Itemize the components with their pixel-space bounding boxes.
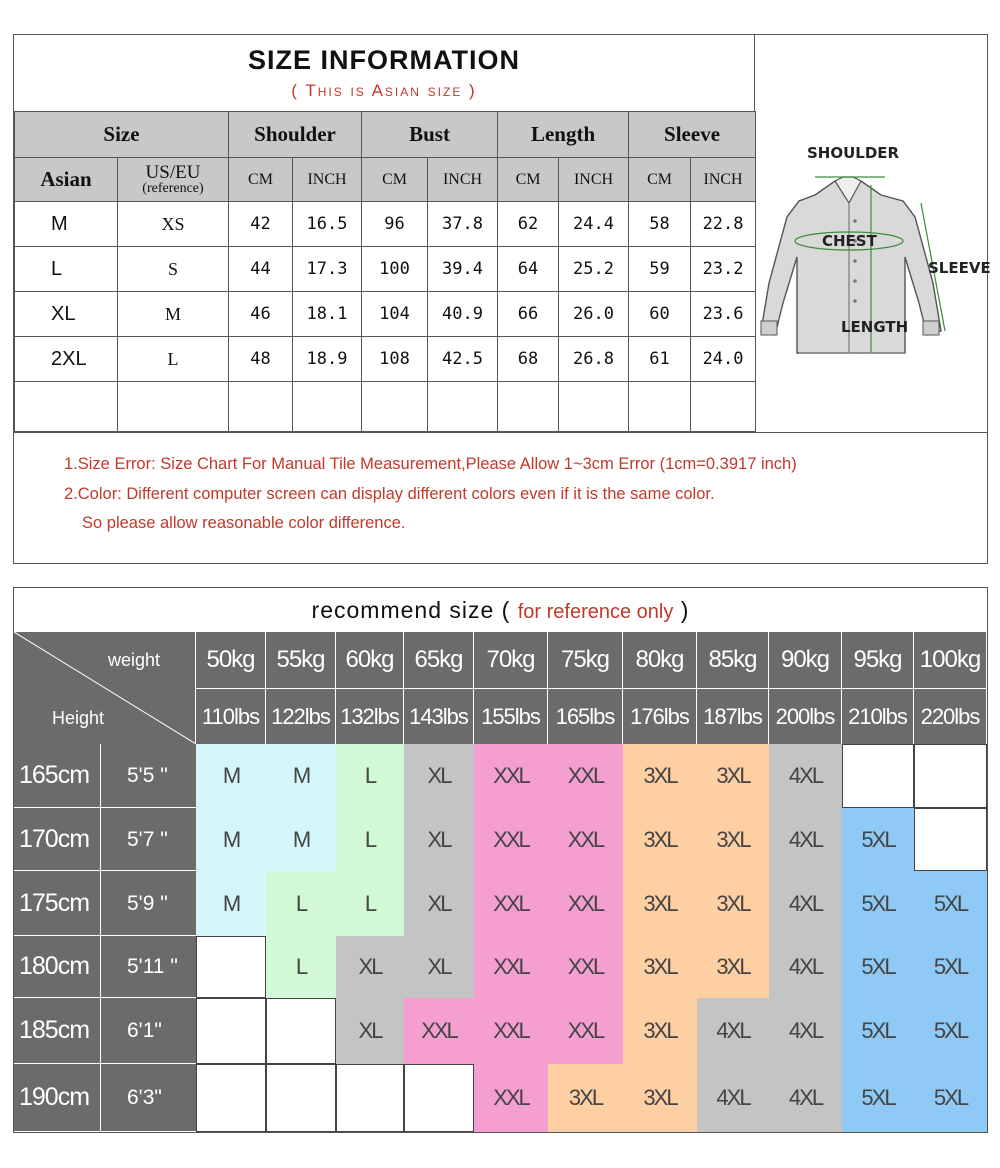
- weight-lbs-header: 176lbs: [623, 688, 697, 744]
- header-length-inch: INCH: [559, 158, 629, 202]
- size-cell: 3XL: [697, 871, 769, 936]
- size-cell: 4XL: [697, 1064, 769, 1132]
- height-row-label: [14, 936, 196, 998]
- header-sleeve-inch: INCH: [691, 158, 756, 202]
- weight-kg-header: 90kg: [769, 632, 842, 688]
- empty-size-cell: [266, 998, 336, 1064]
- note-size-error: 1.Size Error: Size Chart For Manual Tile Measurement,Please Allow 1~3cm Error (1cm=0.3917 inch): [64, 455, 797, 473]
- diagram-label-sleeve: SLEEVE: [928, 259, 991, 277]
- weight-kg-header: 70kg: [474, 632, 548, 688]
- cell-bust-cm: 104: [362, 292, 428, 337]
- header-shoulder-inch: INCH: [293, 158, 362, 202]
- height-feet-label: 5'5 ": [127, 764, 168, 787]
- cell-bust-cm: 96: [362, 202, 428, 247]
- size-cell: 3XL: [623, 808, 697, 871]
- recommend-title: [14, 588, 987, 632]
- size-row-l: [15, 247, 756, 292]
- height-label-divider: [100, 1064, 101, 1131]
- size-cell: 5XL: [914, 998, 987, 1064]
- empty-cell: [118, 382, 229, 432]
- cell-us-eu-size: S: [118, 247, 229, 292]
- height-row-label: [14, 808, 196, 871]
- recommend-paren-close: ): [680, 597, 690, 623]
- diagram-label-shoulder: SHOULDER: [807, 144, 900, 162]
- size-cell: 4XL: [769, 936, 842, 998]
- cell-length-inch: 26.0: [559, 292, 629, 337]
- size-cell: 5XL: [842, 998, 914, 1064]
- size-cell: XXL: [548, 808, 623, 871]
- height-feet-label: 5'7 ": [127, 828, 168, 851]
- empty-size-cell: [266, 1064, 336, 1132]
- size-cell: M: [266, 808, 336, 871]
- cell-asian-size: M: [15, 202, 118, 247]
- recommend-reference-note: for reference only: [517, 601, 674, 623]
- cell-sleeve-cm: 60: [629, 292, 691, 337]
- size-cell: 5XL: [914, 1064, 987, 1132]
- size-cell: 3XL: [697, 808, 769, 871]
- size-cell: XXL: [548, 871, 623, 936]
- size-cell: XXL: [474, 744, 548, 808]
- size-cell: 3XL: [623, 871, 697, 936]
- empty-size-cell: [196, 1064, 266, 1132]
- weight-lbs-header: 110lbs: [196, 688, 266, 744]
- empty-size-cell: [336, 1064, 404, 1132]
- height-label-divider: [100, 936, 101, 997]
- empty-size-cell: [196, 936, 266, 998]
- weight-kg-header: 55kg: [266, 632, 336, 688]
- size-cell: 5XL: [842, 1064, 914, 1132]
- height-feet-label: 5'11 ": [127, 955, 178, 978]
- size-cell: 5XL: [842, 936, 914, 998]
- size-cell: 4XL: [769, 744, 842, 808]
- recommend-header: [14, 632, 987, 744]
- height-row-label: [14, 744, 196, 808]
- cell-bust-inch: 39.4: [428, 247, 498, 292]
- cell-us-eu-size: XS: [118, 202, 229, 247]
- size-information-panel: [13, 34, 991, 564]
- height-cm-label: 185cm: [19, 1016, 90, 1044]
- cell-shoulder-inch: 17.3: [293, 247, 362, 292]
- weight-lbs-header: 155lbs: [474, 688, 548, 744]
- size-cell: XL: [336, 998, 404, 1064]
- size-cell: XL: [404, 744, 474, 808]
- size-cell: XXL: [474, 808, 548, 871]
- cell-asian-size: XL: [15, 292, 118, 337]
- weight-lbs-header: 200lbs: [769, 688, 842, 744]
- cell-shoulder-inch: 18.1: [293, 292, 362, 337]
- size-table-subheader-row: [15, 158, 756, 202]
- empty-cell: [498, 382, 559, 432]
- height-cm-label: 190cm: [19, 1083, 90, 1111]
- weight-kg-header: 65kg: [404, 632, 474, 688]
- corner-diagonal-icon: [14, 632, 196, 744]
- cell-sleeve-inch: 24.0: [691, 337, 756, 382]
- size-cell: 3XL: [548, 1064, 623, 1132]
- empty-cell: [362, 382, 428, 432]
- empty-size-cell: [914, 744, 987, 808]
- cell-us-eu-size: L: [118, 337, 229, 382]
- diagram-label-length: LENGTH: [841, 318, 909, 336]
- size-cell: 3XL: [623, 1064, 697, 1132]
- header-bust-inch: INCH: [428, 158, 498, 202]
- header-corner: [14, 632, 196, 744]
- height-cm-label: 180cm: [19, 952, 90, 980]
- size-cell: M: [196, 808, 266, 871]
- size-cell: L: [336, 808, 404, 871]
- cell-length-cm: 62: [498, 202, 559, 247]
- cell-sleeve-inch: 23.6: [691, 292, 756, 337]
- cell-length-inch: 25.2: [559, 247, 629, 292]
- cell-bust-cm: 108: [362, 337, 428, 382]
- size-cell: XL: [404, 936, 474, 998]
- size-cell: M: [196, 871, 266, 936]
- size-cell: 4XL: [769, 808, 842, 871]
- empty-size-cell: [914, 808, 987, 871]
- size-cell: 5XL: [914, 871, 987, 936]
- cell-sleeve-inch: 23.2: [691, 247, 756, 292]
- size-cell: XL: [404, 871, 474, 936]
- recommend-title-text: recommend size: [311, 597, 495, 623]
- empty-size-cell: [842, 744, 914, 808]
- size-row-xl: [15, 292, 756, 337]
- height-row-label: [14, 1064, 196, 1132]
- cell-sleeve-cm: 58: [629, 202, 691, 247]
- height-feet-label: 5'9 ": [127, 892, 168, 915]
- size-cell: XXL: [474, 1064, 548, 1132]
- header-size: Size: [15, 112, 229, 158]
- size-cell: 5XL: [842, 871, 914, 936]
- cell-shoulder-cm: 44: [229, 247, 293, 292]
- header-length-cm: CM: [498, 158, 559, 202]
- empty-size-cell: [404, 1064, 474, 1132]
- cell-bust-inch: 40.9: [428, 292, 498, 337]
- header-reference-label: (reference): [142, 180, 204, 196]
- size-cell: 3XL: [697, 936, 769, 998]
- size-cell: 3XL: [623, 744, 697, 808]
- recommend-paren-open: (: [501, 597, 511, 623]
- height-label-divider: [100, 871, 101, 935]
- size-cell: 4XL: [769, 1064, 842, 1132]
- size-cell: XXL: [474, 871, 548, 936]
- weight-lbs-header: 132lbs: [336, 688, 404, 744]
- weight-kg-header: 85kg: [697, 632, 769, 688]
- corner-weight-label: weight: [108, 650, 161, 670]
- weight-kg-header: 60kg: [336, 632, 404, 688]
- note-color: 2.Color: Different computer screen can display different colors even if it is the same color.: [64, 485, 715, 503]
- size-cell: 4XL: [697, 998, 769, 1064]
- weight-lbs-header: 122lbs: [266, 688, 336, 744]
- cell-length-inch: 24.4: [559, 202, 629, 247]
- size-cell: XL: [404, 808, 474, 871]
- cell-bust-cm: 100: [362, 247, 428, 292]
- size-cell: XXL: [474, 998, 548, 1064]
- shirt-diagram: [755, 35, 991, 432]
- empty-cell: [629, 382, 691, 432]
- recommend-size-panel: [13, 587, 988, 1133]
- weight-kg-header: 50kg: [196, 632, 266, 688]
- cell-shoulder-inch: 18.9: [293, 337, 362, 382]
- empty-cell: [15, 382, 118, 432]
- cell-sleeve-cm: 61: [629, 337, 691, 382]
- header-shoulder: Shoulder: [229, 112, 362, 158]
- size-cell: M: [196, 744, 266, 808]
- size-cell: 3XL: [697, 744, 769, 808]
- size-cell: 3XL: [623, 936, 697, 998]
- header-bust: Bust: [362, 112, 498, 158]
- size-cell: XXL: [548, 744, 623, 808]
- height-label-divider: [100, 998, 101, 1063]
- notes-section: [14, 432, 987, 563]
- cell-shoulder-cm: 46: [229, 292, 293, 337]
- height-cm-label: 165cm: [19, 761, 90, 789]
- size-info-title: SIZE INFORMATION: [248, 45, 520, 75]
- size-cell: L: [336, 744, 404, 808]
- diagram-label-chest: CHEST: [822, 232, 877, 250]
- size-cell: XXL: [474, 936, 548, 998]
- empty-cell: [559, 382, 629, 432]
- size-cell: L: [336, 871, 404, 936]
- cell-shoulder-inch: 16.5: [293, 202, 362, 247]
- size-cell: 3XL: [623, 998, 697, 1064]
- header-sleeve: Sleeve: [629, 112, 756, 158]
- cell-shoulder-cm: 48: [229, 337, 293, 382]
- empty-cell: [229, 382, 293, 432]
- weight-lbs-header: 187lbs: [697, 688, 769, 744]
- cell-asian-size: 2XL: [15, 337, 118, 382]
- size-cell: L: [266, 871, 336, 936]
- cell-bust-inch: 42.5: [428, 337, 498, 382]
- header-length: Length: [498, 112, 629, 158]
- header-shoulder-cm: CM: [229, 158, 293, 202]
- weight-kg-header: 80kg: [623, 632, 697, 688]
- weight-lbs-header: 143lbs: [404, 688, 474, 744]
- cell-length-cm: 68: [498, 337, 559, 382]
- height-cm-label: 170cm: [19, 825, 90, 853]
- empty-cell: [428, 382, 498, 432]
- size-cell: M: [266, 744, 336, 808]
- weight-lbs-header: 165lbs: [548, 688, 623, 744]
- size-row-empty: [15, 382, 756, 432]
- empty-cell: [293, 382, 362, 432]
- size-cell: 4XL: [769, 998, 842, 1064]
- size-cell: L: [266, 936, 336, 998]
- empty-cell: [691, 382, 756, 432]
- size-row-2xl: [15, 337, 756, 382]
- height-feet-label: 6'1": [127, 1019, 162, 1042]
- header-bust-cm: CM: [362, 158, 428, 202]
- corner-height-label: Height: [52, 708, 105, 728]
- weight-lbs-header: 220lbs: [914, 688, 987, 744]
- weight-lbs-header: 210lbs: [842, 688, 914, 744]
- size-cell: XXL: [548, 936, 623, 998]
- header-us-eu-label: US/EU: [145, 161, 201, 183]
- cell-bust-inch: 37.8: [428, 202, 498, 247]
- size-row-m: [15, 202, 756, 247]
- cell-length-cm: 64: [498, 247, 559, 292]
- size-cell: XXL: [404, 998, 474, 1064]
- cell-shoulder-cm: 42: [229, 202, 293, 247]
- weight-kg-header: 75kg: [548, 632, 623, 688]
- cell-length-inch: 26.8: [559, 337, 629, 382]
- size-info-subtitle: ( This is Asian size ): [291, 81, 477, 100]
- empty-size-cell: [196, 998, 266, 1064]
- header-sleeve-cm: CM: [629, 158, 691, 202]
- height-label-divider: [100, 808, 101, 870]
- header-asian: Asian: [15, 158, 118, 202]
- cell-sleeve-inch: 22.8: [691, 202, 756, 247]
- size-cell: 5XL: [914, 936, 987, 998]
- cell-sleeve-cm: 59: [629, 247, 691, 292]
- size-cell: 4XL: [769, 871, 842, 936]
- size-info-title-area: [14, 35, 755, 111]
- cell-asian-size: L: [15, 247, 118, 292]
- note-color-continued: So please allow reasonable color difference.: [82, 514, 406, 532]
- weight-kg-header: 95kg: [842, 632, 914, 688]
- weight-kg-header: 100kg: [914, 632, 987, 688]
- height-row-label: [14, 871, 196, 936]
- size-cell: XL: [336, 936, 404, 998]
- size-cell: 5XL: [842, 808, 914, 871]
- cell-length-cm: 66: [498, 292, 559, 337]
- cell-us-eu-size: M: [118, 292, 229, 337]
- size-table-header-row: [15, 112, 756, 158]
- header-us-eu: [118, 158, 229, 202]
- height-feet-label: 6'3": [127, 1086, 162, 1109]
- recommend-grid: [14, 744, 987, 1132]
- size-cell: XXL: [548, 998, 623, 1064]
- height-row-label: [14, 998, 196, 1064]
- size-table: [14, 111, 756, 432]
- height-label-divider: [100, 744, 101, 807]
- height-cm-label: 175cm: [19, 889, 90, 917]
